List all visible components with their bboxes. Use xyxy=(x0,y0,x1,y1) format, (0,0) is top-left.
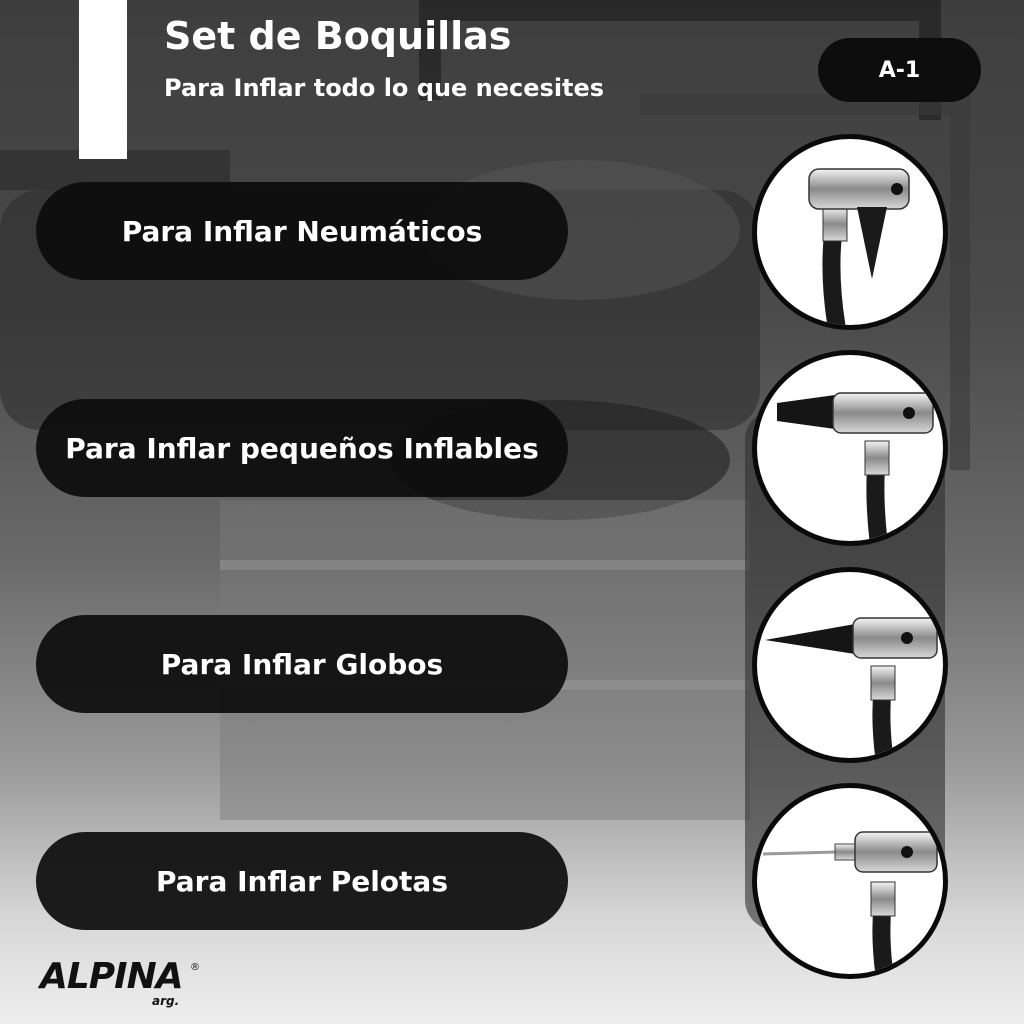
page-subtitle: Para Inflar todo lo que necesites xyxy=(164,74,605,102)
registered-mark: ® xyxy=(190,962,200,973)
page-title: Set de Boquillas xyxy=(164,14,512,58)
label-pill-balls: Para Inflar Pelotas xyxy=(36,832,568,930)
accent-bar xyxy=(79,0,127,159)
alpina-logo xyxy=(40,956,210,1012)
label-pill-tires: Para Inflar Neumáticos xyxy=(36,182,568,280)
tire-nozzle-icon xyxy=(752,134,948,330)
inflatable-nozzle-icon xyxy=(752,350,948,546)
product-code-badge: A-1 xyxy=(818,38,981,102)
label-pill-inflatables: Para Inflar pequeños Inflables xyxy=(36,399,568,497)
logo-suffix: arg. xyxy=(152,994,180,1008)
ball-needle-icon xyxy=(752,783,948,979)
logo-wordmark: ALPINA xyxy=(40,956,183,997)
balloon-nozzle-icon xyxy=(752,567,948,763)
label-pill-balloons: Para Inflar Globos xyxy=(36,615,568,713)
